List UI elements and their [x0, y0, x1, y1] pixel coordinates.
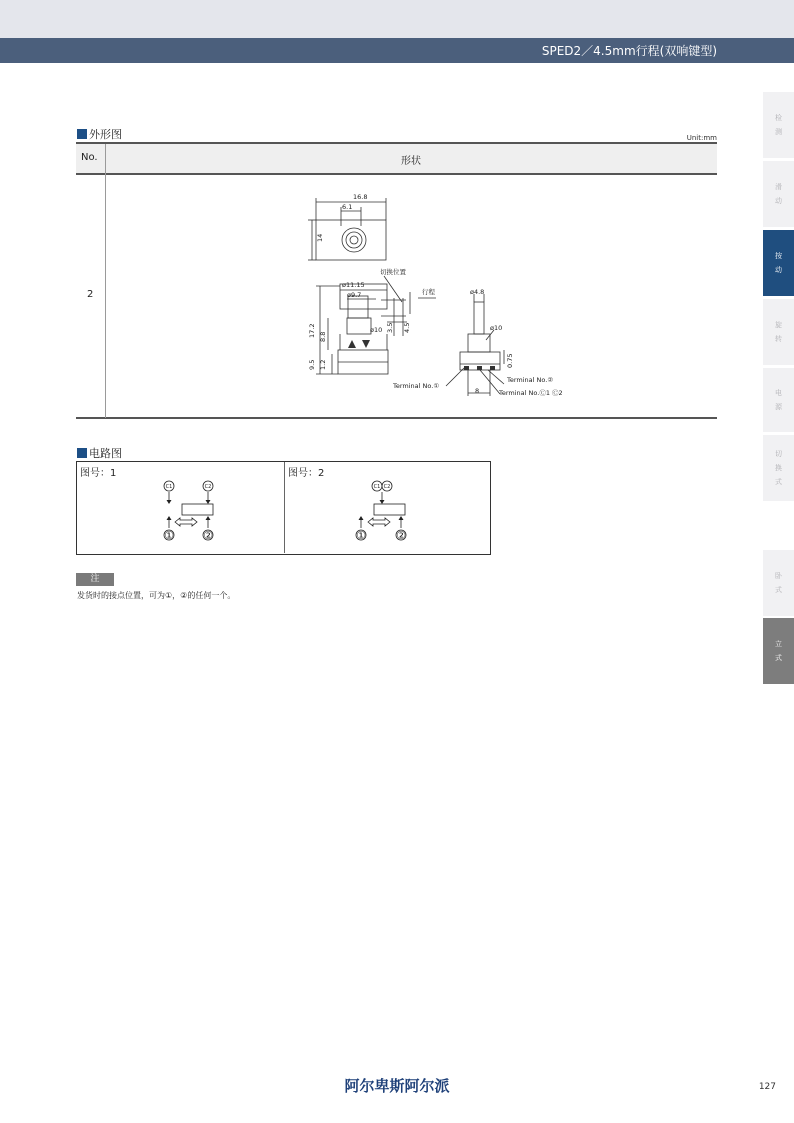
outline-section-title: 外形图 [77, 126, 122, 142]
fig2-double-arrow [368, 518, 390, 526]
dim-side-s1: 3.5 [386, 322, 394, 333]
brand-logo-text: 阿尔卑斯阿尔派 [344, 1077, 450, 1095]
dim-stroke: 行程 [422, 288, 435, 296]
fig1-c1-text: C1 [165, 484, 173, 490]
side-tab-detection[interactable]: 检 测 [763, 92, 794, 158]
top-view-ring-inner [346, 232, 362, 248]
top-band [0, 0, 794, 38]
circuit-fig1-label: 图号：1 [80, 468, 117, 479]
fig1-c2-text: C2 [204, 484, 212, 490]
top-view-body [316, 220, 386, 260]
front-view-terminal-2 [490, 366, 495, 370]
dim-front-d2: ø10 [490, 324, 503, 332]
fig2-n2-text: ② [396, 529, 406, 542]
dim-side-total-height: 17.2 [308, 323, 316, 338]
circuit-drawing [77, 462, 489, 553]
label-terminal-c: Terminal No.Ⓒ1 Ⓒ2 [499, 389, 563, 397]
column-header-no: No. [81, 152, 98, 163]
outline-drawing [76, 142, 717, 419]
side-view-stem-lower [347, 318, 371, 334]
front-view-collar [468, 334, 490, 352]
label-terminal-1: Terminal No.① [393, 382, 440, 390]
side-tab-switching[interactable]: 切 换 式 [763, 435, 794, 501]
page-title: SPED2／4.5mm行程(双响键型) [541, 44, 717, 58]
dim-front-d1: ø4.8 [470, 288, 485, 296]
circuit-section-title: 电路图 [77, 445, 122, 461]
label-terminal-2: Terminal No.② [507, 376, 554, 384]
column-header-shape: 形状 [401, 156, 421, 167]
side-tab-push[interactable]: 按 动 [763, 230, 794, 296]
square-bullet-icon [77, 448, 87, 458]
square-bullet-icon [77, 129, 87, 139]
front-view-terminal-c [477, 366, 482, 370]
dim-side-d3: ø10 [370, 326, 383, 334]
dim-side-d1: ø11.15 [342, 281, 365, 289]
fig1-n1-text: ① [164, 529, 174, 542]
top-view-plunger [350, 236, 358, 244]
dim-front-pitch: 8 [475, 387, 480, 395]
circuit-fig2-label: 图号：2 [288, 468, 325, 479]
note-text: 发货时的接点位置，可为①，②的任何一个。 [77, 591, 236, 600]
outline-table [76, 142, 717, 419]
side-tab-power[interactable]: 电 源 [763, 368, 794, 432]
page-number: 127 [758, 1082, 776, 1092]
fig2-c2-text: C2 [383, 484, 391, 490]
dim-side-d2: ø9.7 [347, 291, 362, 299]
side-tab-horizontal[interactable]: 卧 式 [763, 550, 794, 616]
dim-switch-position: 切换位置 [380, 268, 406, 276]
dim-side-h3: 9.5 [308, 359, 316, 370]
dim-front-h: 0.75 [506, 353, 514, 368]
front-view-terminal-1 [464, 366, 469, 370]
fig2-n1-text: ① [356, 529, 366, 542]
dim-top-height: 14 [316, 233, 324, 242]
dim-side-h4: 1.2 [319, 359, 327, 370]
dim-side-h2: 8.8 [319, 331, 327, 342]
dim-side-s2: 4.5 [403, 322, 411, 333]
dim-top-inner: 6.1 [342, 203, 353, 211]
side-tab-rotary[interactable]: 旋 转 [763, 299, 794, 365]
side-tab-slide[interactable]: 滑 动 [763, 161, 794, 227]
fig1-contact-block [182, 504, 213, 515]
dim-top-width: 16.8 [353, 193, 368, 201]
front-view-shaft [474, 302, 484, 334]
circuit-diagram-box [76, 461, 491, 555]
note-tag: 注 [76, 573, 114, 586]
fig2-contact-block [374, 504, 405, 515]
row-number: 2 [87, 289, 94, 300]
unit-label: Unit:mm [686, 134, 717, 142]
fig2-c1-text: C1 [373, 484, 381, 490]
header-bar [0, 38, 794, 63]
fig1-n2-text: ② [203, 529, 213, 542]
side-tab-vertical[interactable]: 立 式 [763, 618, 794, 684]
fig1-double-arrow [175, 518, 197, 526]
